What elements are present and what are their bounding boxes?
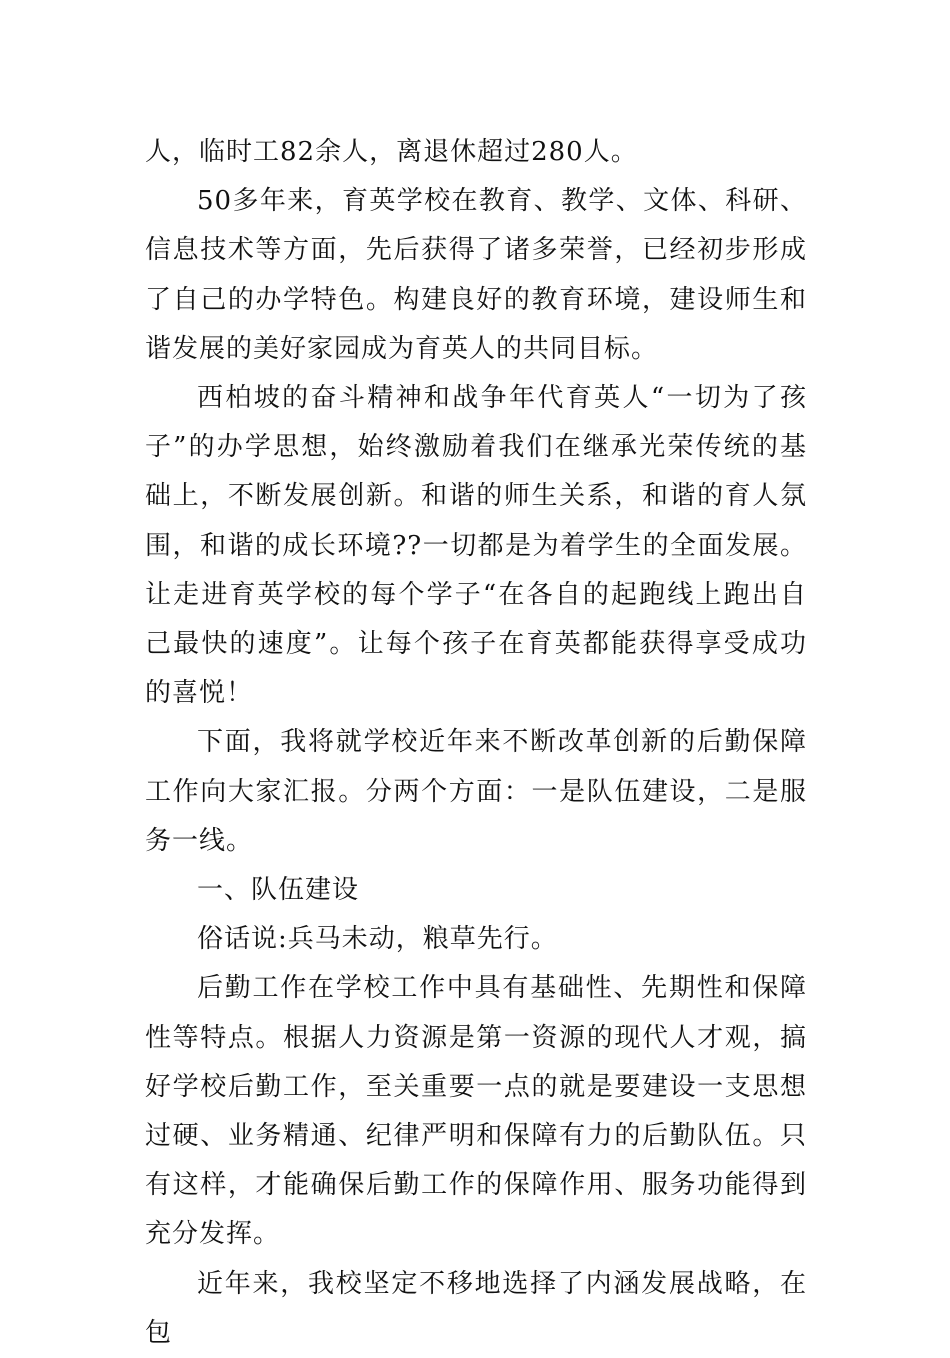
- paragraph-recent-years: 近年来，我校坚定不移地选择了内涵发展战略，在包: [145, 1268, 807, 1348]
- paragraph-logistics-role: 后勤工作在学校工作中具有基础性、先期性和保障性等特点。根据人力资源是第一资源的现代人才观，搞好学校后勤工作，至关重要一点的就是要建设一支思想过硬、业务精通、纪律严明和保障有力的后勤队伍。只有这样，才能确保后勤工作的保障作用、服务功能得到充分发挥。: [145, 973, 807, 1250]
- paragraph-proverb: 俗话说:兵马未动，粮草先行。: [197, 924, 558, 955]
- paragraph-continuation: 人，临时工82余人，离退休超过280人。: [145, 137, 638, 167]
- paragraph-report-intro: 下面，我将就学校近年来不断改革创新的后勤保障工作向大家汇报。分两个方面：一是队伍建设，二是服务一线。: [145, 727, 807, 856]
- paragraph-xibaipo-spirit: 西柏坡的奋斗精神和战争年代育英人“一切为了孩子”的办学思想，始终激励着我们在继承光荣传统的基础上，不断发展创新。和谐的师生关系，和谐的育人氛围，和谐的成长环境??一切都是为着学生的全面发展。让走进育英学校的每个学子“在各自的起跑线上跑出自己最快的速度”。让每个孩子在育英都能获得享受成功的喜悦！: [145, 383, 807, 709]
- section-heading-team-building: 一、队伍建设: [197, 875, 360, 906]
- paragraph-school-honors: 50多年来，育英学校在教育、教学、文体、科研、信息技术等方面，先后获得了诸多荣誉，已经初步形成了自己的办学特色。构建良好的教育环境，建设师生和谐发展的美好家园成为育英人的共同目标。: [145, 186, 807, 364]
- document-body: [145, 128, 807, 1358]
